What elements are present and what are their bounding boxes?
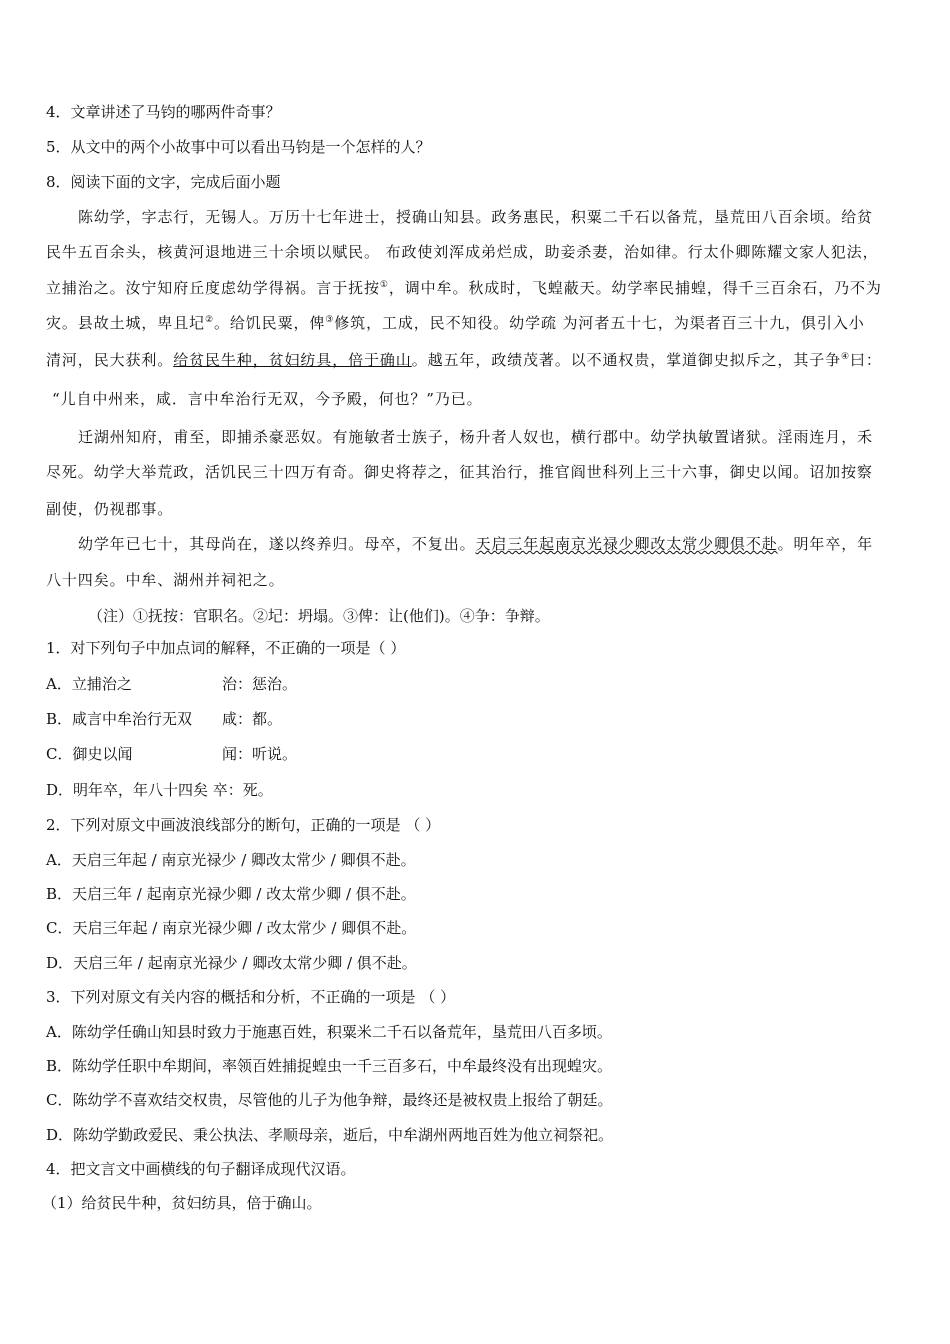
- q2-option-b: B．天启三年 / 起南京光禄少卿 / 改太常少卿 / 俱不赴。: [46, 885, 416, 903]
- q1-option-b: B．咸言中牟治行无双 咸：都。: [46, 710, 283, 728]
- question-4: 4．文章讲述了马钧的哪两件奇事？: [46, 103, 281, 121]
- passage-line: 迁湖州知府，甫至，即捕杀豪恶奴。有施敏者士族子，杨升者人奴也，横行郡中。幼学执敏置诸狱。淫雨连月，禾: [78, 428, 874, 446]
- q3-option-a: A．陈幼学任确山知县时致力于施惠百姓，积粟米二千石以备荒年，垦荒田八百多顷。: [46, 1023, 612, 1041]
- q3-option-c: C．陈幼学不喜欢结交权贵，尽管他的儿子为他争辩，最终还是被权贵上报给了朝廷。: [46, 1091, 613, 1109]
- q4-sub-question-1: （1）给贫民牛种，贫妇纺具，倍于确山。: [42, 1194, 322, 1212]
- passage-line: 清河，民大获利。给贫民牛种，贫妇纺具，倍于确山。越五年，政绩茂著。以不通权贵，掌道御史拟斥之，其子争④曰：: [46, 351, 882, 369]
- passage-line: 民牛五百余头，核黄河退地进三十余顷以赋民。 布政使刘浑成弟烂成，助妾杀妻，治如律。行太仆卿陈耀文家人犯法，: [46, 243, 879, 261]
- q2-option-c: C．天启三年起 / 南京光禄少卿 / 改太常少 / 卿俱不赴。: [46, 919, 417, 937]
- footnote-mark: ③: [325, 315, 335, 325]
- footnote-mark: ②: [205, 315, 214, 325]
- passage-line: 幼学年已七十，其母尚在，遂以终养归。母卒，不复出。天启三年起南京光禄少卿改太常少卿俱不赴。明年卒，年: [78, 535, 874, 553]
- wavy-underlined-sentence: 天启三年起南京光禄少卿改太常少卿俱不赴: [475, 535, 778, 553]
- q1-option-c: C．御史以闻 闻：听说。: [46, 745, 298, 763]
- section-heading: 8．阅读下面的文字，完成后面小题: [46, 173, 281, 191]
- passage-line: 灾。县故土城，卑且圮②。给饥民粟，俾③修筑，工成，民不知役。幼学疏 为河者五十七，为渠者百三十九，俱引入小: [46, 314, 865, 332]
- q3-option-b: B．陈幼学任职中牟期间，率领百姓捕捉蝗虫一千三百多石，中牟最终没有出现蝗灾。: [46, 1057, 613, 1075]
- passage-line: 八十四矣。中牟、湖州并祠祀之。: [46, 571, 285, 589]
- question-1-stem: 1．对下列句子中加点词的解释，不正确的一项是（ ）: [46, 639, 406, 657]
- passage-line: 立捕治之。汝宁知府丘度虑幼学得祸。言于抚按①，调中牟。秋成时，飞蝗蔽天。幼学率民捕蝗，得千三百余石，乃不为: [46, 279, 882, 297]
- q2-option-d: D．天启三年 / 起南京光禄少 / 卿改太常少卿 / 俱不赴。: [46, 954, 417, 972]
- passage-line: 副使，仍视郡事。: [46, 500, 174, 518]
- passage-line: 尽死。幼学大举荒政，活饥民三十四万有奇。御史将荐之，征其治行，推官阎世科列上三十六事，御史以闻。诏加按察: [46, 463, 873, 481]
- question-2-stem: 2．下列对原文中画波浪线部分的断句，正确的一项是 （ ）: [46, 816, 441, 834]
- passage-line: “儿自中州来，咸．言中牟治行无双，今予殿，何也？”乃已。: [52, 390, 483, 408]
- q1-option-d: D．明年卒，年八十四矣 卒：死。: [46, 781, 273, 799]
- question-5: 5．从文中的两个小故事中可以看出马钧是一个怎样的人？: [46, 138, 431, 156]
- question-3-stem: 3．下列对原文有关内容的概括和分析，不正确的一项是 （ ）: [46, 988, 456, 1006]
- question-4-stem: 4．把文言文中画横线的句子翻译成现代汉语。: [46, 1160, 356, 1178]
- footnote-mark: ①: [379, 280, 389, 290]
- passage-line: 陈幼学，字志行，无锡人。万历十七年进士，授确山知县。政务惠民，积粟二千石以备荒，垦荒田八百余顷。给贫: [78, 208, 874, 226]
- q2-option-a: A．天启三年起 / 南京光禄少 / 卿改太常少 / 卿俱不赴。: [46, 851, 416, 869]
- q3-option-d: D．陈幼学勤政爱民、秉公执法、孝顺母亲，逝后，中牟湖州两地百姓为他立祠祭祀。: [46, 1126, 614, 1144]
- underlined-sentence: 给贫民牛种，贫妇纺具，倍于确山: [173, 351, 412, 369]
- q1-option-a: A．立捕治之 治：惩治。: [46, 675, 298, 693]
- footnote-mark: ④: [841, 352, 850, 362]
- footnote: （注）①抚按：官职名。②圮：坍塌。③俾：让(他们)。④争：争辩。: [88, 607, 550, 625]
